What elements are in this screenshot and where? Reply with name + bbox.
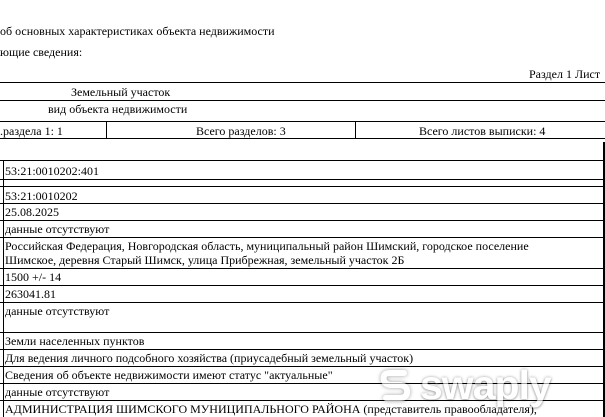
- summary-divider: [355, 121, 356, 138]
- cadastral-value: 263041.81: [5, 287, 56, 301]
- rightholder: АДМИНИСТРАЦИЯ ШИМСКОГО МУНИЦИПАЛЬНОГО РАЙОНА (представитель правообладателя),: [5, 402, 537, 416]
- no-data-value: данные отсутствуют: [5, 385, 110, 399]
- table-border: [0, 237, 605, 238]
- cadastral-number: 53:21:0010202:401: [5, 164, 100, 178]
- table-border: [0, 285, 605, 286]
- swaply-wordmark: swaply: [420, 362, 551, 408]
- divider: [0, 100, 605, 101]
- object-type-value: Земельный участок: [71, 85, 171, 99]
- swaply-watermark: [376, 360, 562, 410]
- table-left-border: [3, 160, 4, 417]
- table-border: [0, 179, 605, 180]
- total-sections: Всего разделов: 3: [196, 124, 286, 138]
- table-border: [0, 302, 605, 303]
- cadastral-quarter: 53:21:0010202: [5, 189, 78, 203]
- land-category: Земли населенных пунктов: [5, 334, 145, 348]
- record-status: Сведения об объекте недвижимости имеют статус "актуальные": [5, 368, 333, 382]
- section-label: Раздел 1 Лист: [529, 67, 601, 81]
- address-line-1: Российская Федерация, Новгородская область, муниципальный район Шимский, городское поселение: [5, 239, 529, 253]
- area-value: 1500 +/- 14: [5, 270, 62, 284]
- object-type-caption: вид объекта недвижимости: [48, 102, 188, 116]
- summary-top-border: [0, 121, 605, 122]
- document-title-fragment: об основных характеристиках объекта недвижимости: [0, 24, 275, 38]
- summary-divider: [106, 121, 107, 138]
- permitted-use: Для ведения личного подсобного хозяйства (приусадебный земельный участок): [5, 351, 414, 365]
- table-border: [0, 160, 605, 161]
- divider: [0, 82, 605, 83]
- table-border: [0, 332, 605, 333]
- summary-bottom-border: [0, 138, 605, 139]
- table-border: [0, 220, 605, 221]
- table-border: [0, 349, 605, 350]
- table-border: [0, 186, 605, 187]
- assignment-date: 25.08.2025: [5, 205, 59, 219]
- previous-number-value: данные отсутствуют: [5, 222, 110, 236]
- table-border: [0, 203, 605, 204]
- sheet-of-section: .раздела 1: 1: [0, 124, 63, 138]
- no-data-value: данные отсутствуют: [5, 304, 110, 318]
- table-border: [0, 268, 605, 269]
- address-line-2: Шимское, деревня Старый Шимск, улица Прибрежная, земельный участок 2Б: [5, 253, 405, 267]
- document-subtitle-fragment: ющие сведения:: [0, 45, 83, 59]
- total-sheets: Всего листов выписки: 4: [419, 124, 546, 138]
- swaply-logo-icon: [376, 365, 416, 405]
